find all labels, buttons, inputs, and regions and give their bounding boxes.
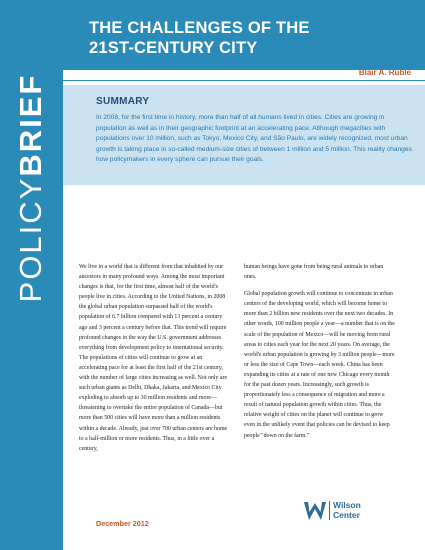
body-paragraph: Global population growth will continue to concentrate in urban centers of the developing world, which will become home to more than 2 billion new residents over the next two decades. In other words, 100 million people a year—a number that is on the scale of the population of Mexico—will be moving from rural areas to cities each year for the next 20 years. On average, the world's urban population is growing by 3 million people—more or less the size of Cape Town—each week. China has been expanding its cities at a rate of one new Chicago every month for the past dozen years. Increasingly, such growth is proportionately less a consequence of migration and more a result of natural population growth within cities. Thus, the relative weight of cities on the planet will continue to grow even in the unlikely event that policies can be devised to keep people "down on the farm." xyxy=(244,291,395,439)
header-rule xyxy=(63,80,425,81)
summary-heading: SUMMARY xyxy=(96,96,150,107)
wilson-center-logo-text xyxy=(333,500,361,520)
body-column-left xyxy=(79,262,230,461)
logo-line-1: Wilson xyxy=(333,500,361,510)
series-title-bold: BRIEF xyxy=(13,73,48,177)
logo-line-2: Center xyxy=(333,510,360,520)
page-title: THE CHALLENGES OF THE 21ST-CENTURY CITY xyxy=(89,19,310,57)
publication-date: December 2012 xyxy=(96,519,149,528)
series-title-light: POLICY xyxy=(13,176,48,303)
body-paragraph: human beings have gone from being rural animals to urban ones. xyxy=(244,264,384,281)
body-paragraph: We live in a world that is different from that inhabited by our ancestors in many profound ways. Among the most important changes is that, for the first time, almost half of the world's people live in cities. According to the United Nations, in 2008 the global urban population surpassed half of the world's population of 6.7 billion compared with 13 percent a century ago and 3 percent a century before that. This trend will require profound changes in the way the U.S. government addresses everything from development policy to international security. The populations of cities will continue to grow at an accelerating pace for at least the first half of the 21st century, with the number of large cities increasing as well. Not only are such urban giants as Delhi, Dhaka, Jakarta, and Mexico City exploding to absorb up to 30 million residents and more—threatening to overtake the entire population of Canada—but more than 500 cities will have more than a million residents within a decade. Already, just over 700 urban centers are home to a half-million or more residents. Thus, in a little over a century, xyxy=(79,264,228,452)
series-title-vertical xyxy=(13,74,49,303)
summary-text: In 2008, for the first time in history, more than half of all humans lived in cities. Cities are growing in population as well as in their geographic footprint at an accelerating pace. Although megacities with populations over 10 million, such as Tokyo, Mexico City, and São Paulo, are widely recognized, most urban growth is taking place in so-called medium-size cities of between 1 million and 5 million. This reality changes how policymakers in every sphere can pursue their goals. xyxy=(96,114,412,164)
header-band xyxy=(63,0,425,70)
sidebar-band xyxy=(0,0,63,550)
body-column-right xyxy=(244,262,395,448)
author-name: Blair A. Ruble xyxy=(358,68,411,77)
logo-divider xyxy=(329,501,330,520)
wilson-center-w-icon xyxy=(303,500,327,522)
